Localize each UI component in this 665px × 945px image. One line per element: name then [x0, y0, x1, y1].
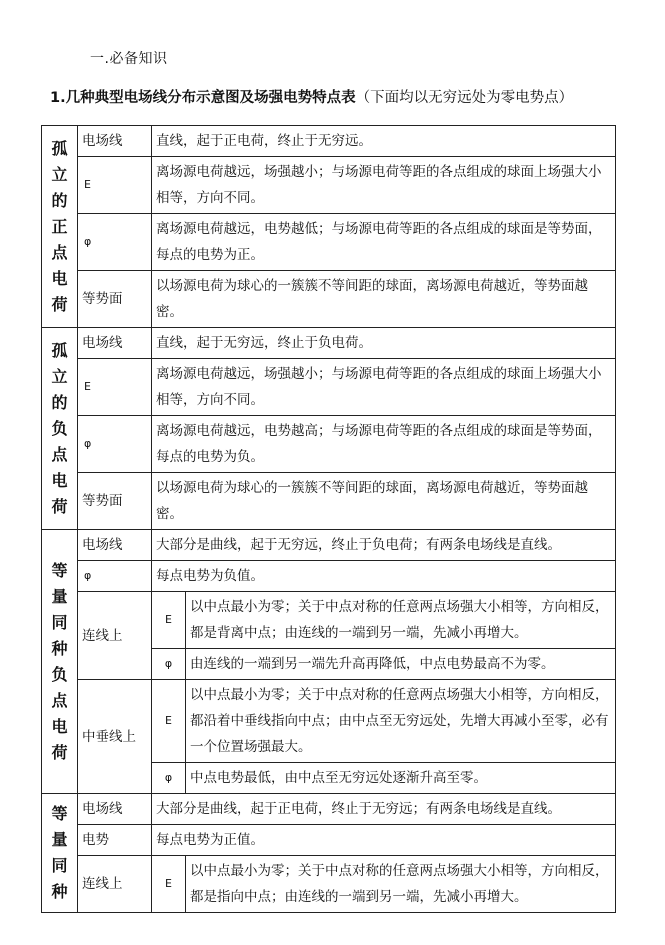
row-label-potential: φ — [78, 214, 152, 271]
table-caption-note: （下面均以无穷远处为零电势点） — [355, 90, 574, 106]
table-row — [42, 825, 616, 856]
cell-equipotential: 以场源电荷为球心的一簇簇不等间距的球面，离场源电荷越近，等势面越密。 — [152, 473, 616, 530]
cell-field-line: 直线，起于无穷远，终止于负电荷。 — [152, 328, 616, 359]
row-label-field-strength: E — [152, 592, 186, 649]
cell-line-field-strength: 以中点最小为零；关于中点对称的任意两点场强大小相等，方向相反，都是指向中点；由连线的一端到另一端，先减小再增大。 — [186, 856, 616, 913]
table-row — [42, 530, 616, 561]
cell-field-line: 直线，起于正电荷，终止于无穷远。 — [152, 126, 616, 157]
cell-potential: 离场源电荷越远，电势越低；与场源电荷等距的各点组成的球面是等势面，每点的电势为正。 — [152, 214, 616, 271]
row-label-field-strength: E — [152, 856, 186, 913]
table-row — [42, 416, 616, 473]
row-label-connecting-line: 连线上 — [78, 592, 152, 680]
row-label-field-strength: E — [78, 359, 152, 416]
cell-perp-potential: 中点电势最低，由中点至无穷远处逐渐升高至零。 — [186, 763, 616, 794]
row-label-perpendicular-bisector: 中垂线上 — [78, 680, 152, 794]
table-row — [42, 126, 616, 157]
table-row — [42, 592, 616, 649]
category-equal-positive-charges: 等 量 同 种 — [42, 794, 78, 913]
cell-field-line: 大部分是曲线，起于正电荷，终止于无穷远；有两条电场线是直线。 — [152, 794, 616, 825]
table-row — [42, 157, 616, 214]
field-characteristics-table — [41, 125, 616, 913]
cell-line-field-strength: 以中点最小为零；关于中点对称的任意两点场强大小相等，方向相反，都是背离中点；由连线的一端到另一端，先减小再增大。 — [186, 592, 616, 649]
table-row — [42, 794, 616, 825]
table-row — [42, 214, 616, 271]
cell-potential: 每点电势为负值。 — [152, 561, 616, 592]
section-heading: 一.必备知识 — [90, 51, 168, 67]
row-label-field-line: 电场线 — [78, 794, 152, 825]
table-row — [42, 359, 616, 416]
table-row — [42, 561, 616, 592]
category-equal-negative-charges: 等 量 同 种 负 点 电 荷 — [42, 530, 78, 794]
table-caption-title: 1.几种典型电场线分布示意图及场强电势特点表 — [50, 90, 356, 106]
row-label-potential: 电势 — [78, 825, 152, 856]
row-label-equipotential: 等势面 — [78, 271, 152, 328]
row-label-equipotential: 等势面 — [78, 473, 152, 530]
table-row — [42, 328, 616, 359]
row-label-potential: φ — [152, 649, 186, 680]
cell-field-strength: 离场源电荷越远，场强越小；与场源电荷等距的各点组成的球面上场强大小相等，方向不同。 — [152, 359, 616, 416]
row-label-potential: φ — [152, 763, 186, 794]
table-row — [42, 856, 616, 913]
row-label-potential: φ — [78, 561, 152, 592]
category-isolated-positive: 孤 立 的 正 点 电 荷 — [42, 126, 78, 328]
table-row — [42, 680, 616, 763]
category-isolated-negative: 孤 立 的 负 点 电 荷 — [42, 328, 78, 530]
row-label-field-strength: E — [152, 680, 186, 763]
cell-potential: 离场源电荷越远，电势越高；与场源电荷等距的各点组成的球面是等势面，每点的电势为负。 — [152, 416, 616, 473]
row-label-field-line: 电场线 — [78, 328, 152, 359]
cell-field-line: 大部分是曲线，起于无穷远，终止于负电荷；有两条电场线是直线。 — [152, 530, 616, 561]
table-row — [42, 473, 616, 530]
row-label-potential: φ — [78, 416, 152, 473]
cell-potential: 每点电势为正值。 — [152, 825, 616, 856]
cell-line-potential: 由连线的一端到另一端先升高再降低，中点电势最高不为零。 — [186, 649, 616, 680]
cell-equipotential: 以场源电荷为球心的一簇簇不等间距的球面，离场源电荷越近，等势面越密。 — [152, 271, 616, 328]
row-label-connecting-line: 连线上 — [78, 856, 152, 913]
row-label-field-line: 电场线 — [78, 530, 152, 561]
cell-perp-field-strength: 以中点最小为零；关于中点对称的任意两点场强大小相等，方向相反，都沿着中垂线指向中点；由中点至无穷远处，先增大再减小至零，必有一个位置场强最大。 — [186, 680, 616, 763]
table-row — [42, 271, 616, 328]
cell-field-strength: 离场源电荷越远，场强越小；与场源电荷等距的各点组成的球面上场强大小相等，方向不同。 — [152, 157, 616, 214]
row-label-field-strength: E — [78, 157, 152, 214]
row-label-field-line: 电场线 — [78, 126, 152, 157]
table-caption — [50, 86, 573, 107]
